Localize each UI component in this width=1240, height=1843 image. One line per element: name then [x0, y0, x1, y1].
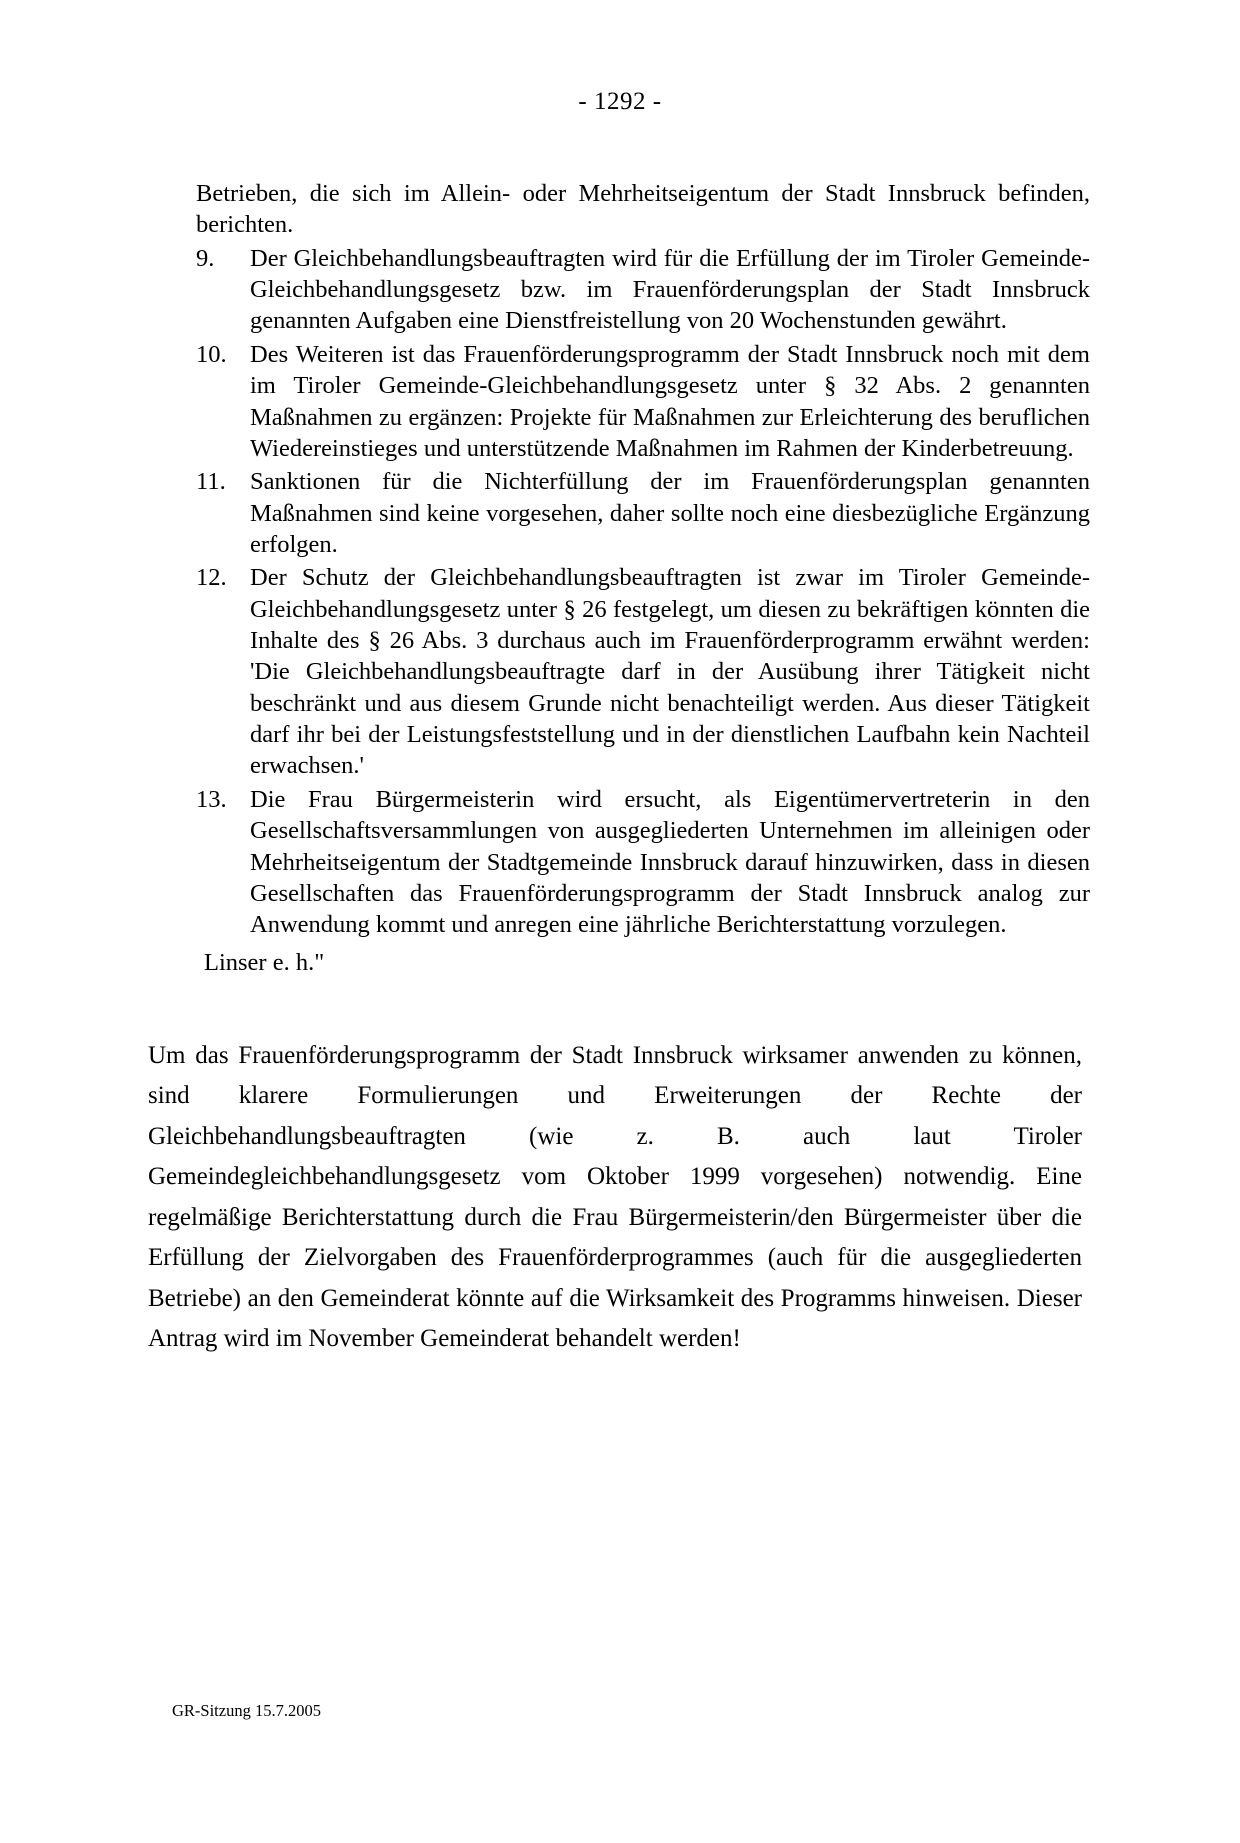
signature-line: Linser e. h." [204, 948, 325, 976]
list-item [196, 339, 1090, 464]
quoted-motion-block [196, 178, 1090, 978]
list-item-text: Die Frau Bürgermeisterin wird ersucht, als Eigentümervertreterin in den Gesellschaftsversammlungen von ausgegliederten Unternehmen im alleinigen oder Mehrheitseigentum der Stadtgemeinde Innsbruck darauf hinzuwirken, dass in diesen Gesellschaften das Frauenförderungsprogramm der Stadt Innsbruck analog zur Anwendung kommt und anregen eine jährliche Berichterstattung vorzulegen. [250, 785, 1090, 939]
list-item-number: 12. [196, 564, 227, 592]
document-page [0, 88, 1240, 1843]
list-item-number: 10. [196, 340, 227, 368]
page-content [148, 178, 1100, 1360]
page-footer: GR-Sitzung 15.7.2005 [172, 1701, 321, 1720]
list-item-number: 9. [196, 244, 215, 272]
list-item-text: Der Schutz der Gleichbehandlungsbeauftragten ist zwar im Tiroler Gemeinde- Gleichbehandlungsgesetz unter § 26 festgelegt, um diesen zu bekräftigen könnten die Inhalte des § 26 Abs. 3 durchaus auch im Frauenförderprogramm erwähnt werden: 'Die Gleichbehandlungsbeauftragte darf in der Ausübung ihrer Tätigkeit nicht beschränkt und aus diesem Grunde nicht benachteiligt werden. Aus dieser Tätigkeit darf ihr bei der Leistungsfeststellung und in der dienstlichen Laufbahn kein Nachteil erwachsen.' [250, 564, 1090, 780]
list-item-text: Sanktionen für die Nichterfüllung der im Frauenförderungsplan genannten Maßnahmen sind keine vorgesehen, daher sollte noch eine diesbezügliche Ergänzung erfolgen. [250, 468, 1090, 558]
lead-paragraph: Betrieben, die sich im Allein- oder Mehrheitseigentum der Stadt Innsbruck befinden, berichten. [196, 180, 1090, 239]
list-item-number: 11. [196, 468, 226, 496]
main-paragraph: Um das Frauenförderungsprogramm der Stadt Innsbruck wirksamer anwenden zu können, sind klarere Formulierungen und Erweiterungen der Rechte der Gleichbehandlungsbeauftragten (wie z. B. auch laut Tiroler Gemeindegleichbehandlungsgesetz vom Oktober 1999 vorgesehen) notwendig. Eine regelmäßige Berichterstattung durch die Frau Bürgermeisterin/den Bürgermeister über die Erfüllung der Zielvorgaben des Frauenförderprogrammes (auch für die ausgegliederten Betriebe) an den Gemeinderat könnte auf die Wirksamkeit des Programms hinweisen. Dieser Antrag wird im November Gemeinderat behandelt werden! [148, 1041, 1082, 1353]
list-item-text: Des Weiteren ist das Frauenförderungsprogramm der Stadt Innsbruck noch mit dem im Tiroler Gemeinde-Gleichbehandlungsgesetz unter § 32 Abs. 2 genannten Maßnahmen zu ergänzen: Projekte für Maßnahmen zur Erleichterung des beruflichen Wiedereinstieges und unterstützende Maßnahmen im Rahmen der Kinderbetreuung. [250, 340, 1090, 462]
list-item [196, 784, 1090, 941]
list-item [196, 466, 1090, 560]
page-number: - 1292 - [578, 88, 662, 115]
list-item [196, 562, 1090, 782]
list-item-text: Der Gleichbehandlungsbeauftragten wird für die Erfüllung der im Tiroler Gemeinde-Gleichbehandlungsgesetz bzw. im Frauenförderungsplan der Stadt Innsbruck genannten Aufgaben eine Dienstfreistellung von 20 Wochenstunden gewährt. [250, 244, 1090, 335]
list-item [196, 243, 1090, 337]
list-item-number: 13. [196, 785, 227, 813]
numbered-list [196, 243, 1090, 941]
